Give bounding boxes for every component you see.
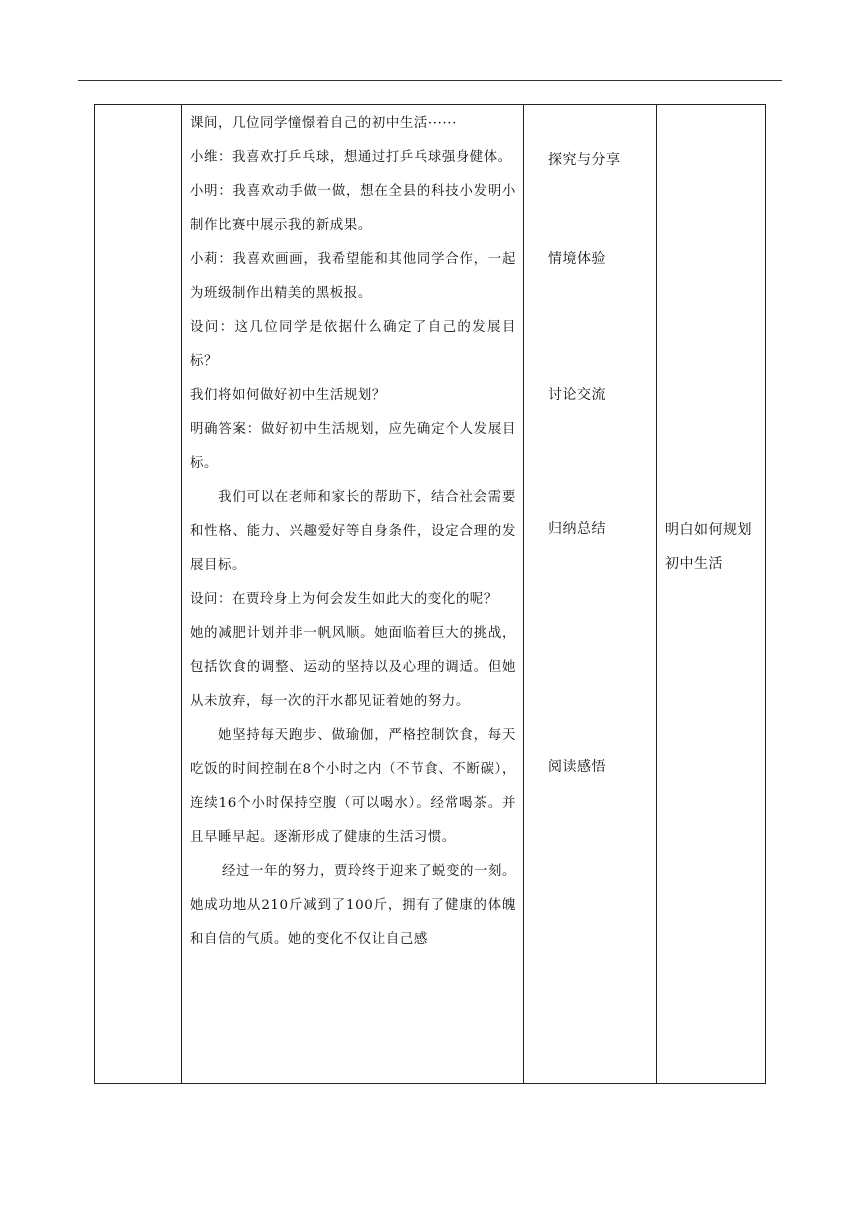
column-divider-1 — [181, 105, 182, 1083]
paragraph-question-1: 设问：这几位同学是依据什么确定了自己的发展目标？ — [190, 320, 516, 369]
column-divider-2 — [523, 105, 524, 1083]
paragraph-question-2: 我们将如何做好初中生活规划？ — [190, 388, 386, 403]
paragraph-intro: 课间，几位同学憧憬着自己的初中生活······ — [190, 116, 457, 131]
paragraph-habits: 她坚持每天跑步、做瑜伽，严格控制饮食，每天吃饭的时间控制在8个小时之内（不节食、不断碳），连续16个小时保持空腹（可以喝水）。经常喝茶。并且早睡早起。逐渐形成了健康的生活习惯。 — [190, 728, 516, 845]
lesson-table — [94, 104, 766, 1084]
header-rule — [78, 80, 782, 81]
method-discussion: 讨论交流 — [548, 387, 606, 403]
paragraph-xiaoming: 小明：我喜欢动手做一做，想在全县的科技小发明小制作比赛中展示我的新成果。 — [190, 184, 516, 233]
paragraph-question-3: 设问：在贾玲身上为何会发生如此大的变化的呢？ — [190, 592, 498, 607]
method-scenario-experience: 情境体验 — [548, 251, 606, 267]
method-summary: 归纳总结 — [548, 521, 606, 537]
paragraph-result: 经过一年的努力，贾玲终于迎来了蜕变的一刻。她成功地从210斤减到了100斤，拥有了健康的体魄和自信的气质。她的变化不仅让自己感 — [190, 864, 516, 947]
column-divider-3 — [656, 105, 657, 1083]
design-intent: 明白如何规划初中生活 — [665, 522, 752, 572]
paragraph-challenge: 她的减肥计划并非一帆风顺。她面临着巨大的挑战，包括饮食的调整、运动的坚持以及心理的调适。但她从未放弃，每一次的汗水都见证着她的努力。 — [190, 626, 516, 709]
paragraph-answer: 明确答案：做好初中生活规划，应先确定个人发展目标。 — [190, 422, 516, 471]
paragraph-goal-setting: 我们可以在老师和家长的帮助下，结合社会需要和性格、能力、兴趣爱好等自身条件，设定合理的发展目标。 — [190, 490, 516, 573]
paragraph-xiaowei: 小维：我喜欢打乒乓球，想通过打乒乓球强身健体。 — [190, 150, 512, 165]
method-explore-share: 探究与分享 — [548, 152, 621, 168]
method-reading-reflection: 阅读感悟 — [548, 759, 606, 775]
teaching-content-column — [190, 105, 516, 1083]
paragraph-xiaoli: 小莉：我喜欢画画，我希望能和其他同学合作，一起为班级制作出精美的黑板报。 — [190, 252, 516, 301]
